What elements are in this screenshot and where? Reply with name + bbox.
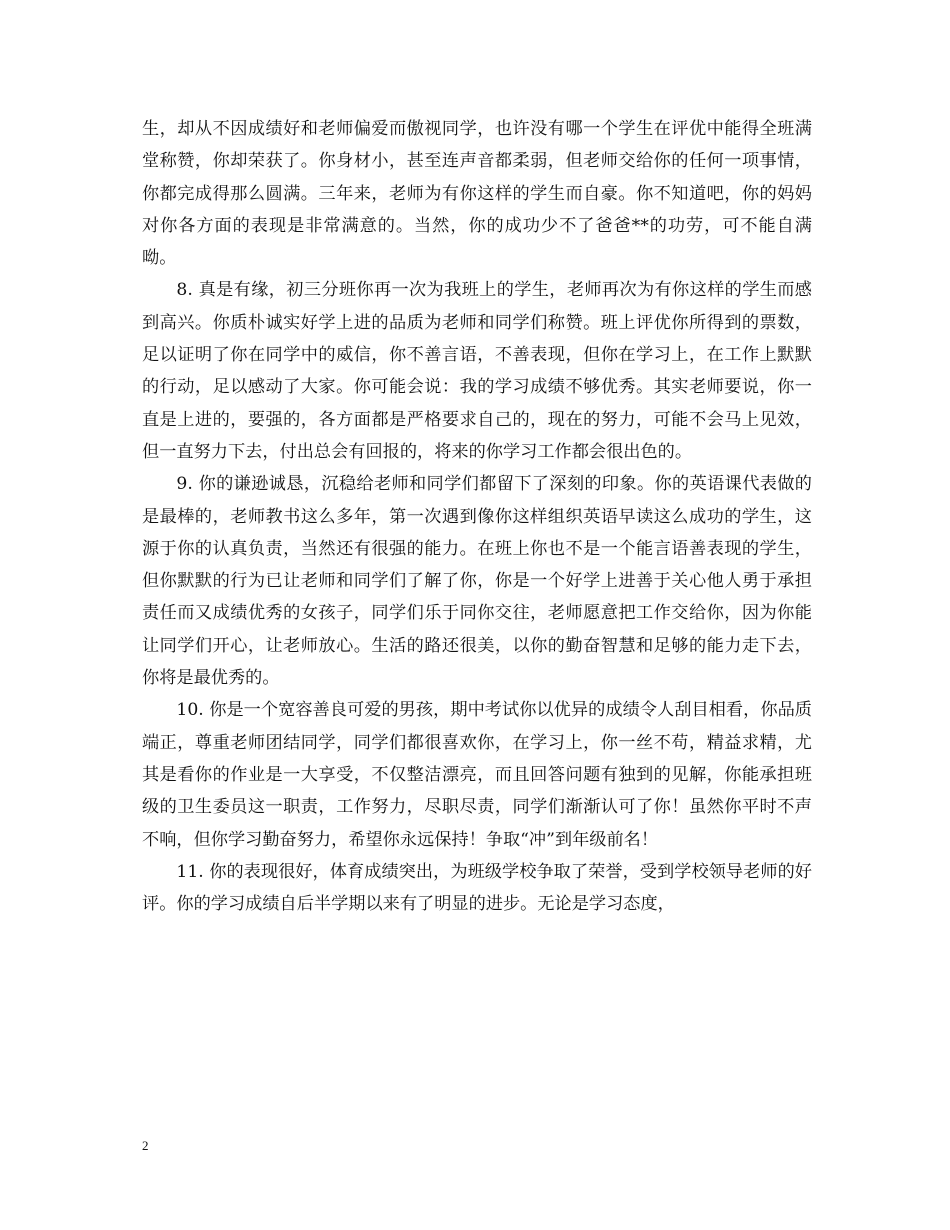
paragraph-item-9: 9. 你的谦逊诚恳，沉稳给老师和同学们都留下了深刻的印象。你的英语课代表做的是最棒的，老师教书这么多年，第一次遇到像你这样组织英语早读这么成功的学生，这源于你的认真负责，当然还有很强的能力。在班上你也不是一个能言语善表现的学生，但你默默的行为已让老师和同学们了解了你，你是一个好学上进善于关心他人勇于承担责任而又成绩优秀的女孩子，同学们乐于同你交往，老师愿意把工作交给你，因为你能让同学们开心，让老师放心。生活的路还很美，以你的勤奋智慧和足够的能力走下去，你将是最优秀的。 bbox=[142, 474, 812, 689]
paragraph-item-11: 11. 你的表现很好，体育成绩突出，为班级学校争取了荣誉，受到学校领导老师的好评。你的学习成绩自后半学期以来有了明显的进步。无论是学习态度， bbox=[142, 861, 812, 915]
paragraph-item-8: 8. 真是有缘，初三分班你再一次为我班上的学生，老师再次为有你这样的学生而感到高兴。你质朴诚实好学上进的品质为老师和同学们称赞。班上评优你所得到的票数，足以证明了你在同学中的威信，你不善言语，不善表现，但你在学习上，在工作上默默的行动，足以感动了大家。你可能会说：我的学习成绩不够优秀。其实老师要说，你一直是上进的，要强的，各方面都是严格要求自己的，现在的努力，可能不会马上见效，但一直努力下去，付出总会有回报的，将来的你学习工作都会很出色的。 bbox=[142, 280, 812, 462]
paragraph-continuation: 生，却从不因成绩好和老师偏爱而傲视同学，也许没有哪一个学生在评优中能得全班满堂称赞，你却荣获了。你身材小，甚至连声音都柔弱，但老师交给你的任何一项事情，你都完成得那么圆满。三年来，老师为有你这样的学生而自豪。你不知道吧，你的妈妈对你各方面的表现是非常满意的。当然，你的成功少不了爸爸**的功劳，可不能自满呦。 bbox=[142, 119, 812, 269]
paragraph-item-10: 10. 你是一个宽容善良可爱的男孩，期中考试你以优异的成绩令人刮目相看，你品质端正，尊重老师团结同学，同学们都很喜欢你，在学习上，你一丝不苟，精益求精，尤其是看你的作业是一大享受，不仅整洁漂亮，而且回答问题有独到的见解，你能承担班级的卫生委员这一职责，工作努力，尽职尽责，同学们渐渐认可了你！虽然你平时不声不响，但你学习勤奋努力，希望你永远保持！争取“冲”到年级前名！ bbox=[142, 700, 812, 850]
page-number: 2 bbox=[142, 1138, 149, 1153]
body-text bbox=[142, 113, 812, 920]
